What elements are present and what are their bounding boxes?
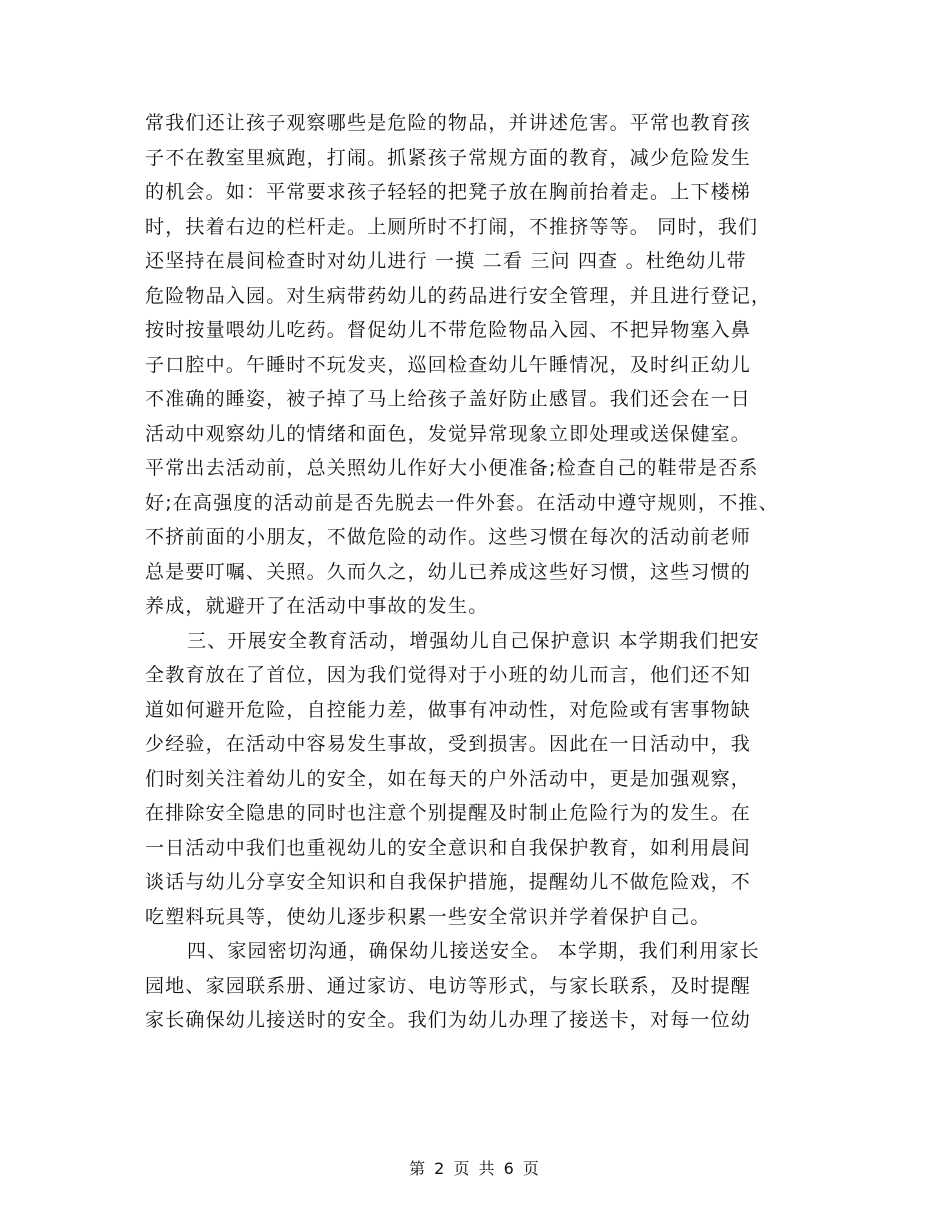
section-heading-line: 四、家园密切沟通，确保幼儿接送安全。 本学期，我们利用家长 [187,940,760,962]
text-line: 按时按量喂幼儿吃药。督促幼儿不带危险物品入园、不把异物塞入鼻 [145,319,752,341]
section-heading-line: 三、开展安全教育活动，增强幼儿自己保护意识 本学期我们把安 [187,629,760,652]
text-line: 谈话与幼儿分享安全知识和自我保护措施，提醒幼儿不做危险戏，不 [145,871,752,893]
text-line: 道如何避开危险，自控能力差，做事有冲动性，对危险或有害事物缺 [145,698,752,721]
text-line: 好;在高强度的活动前是否先脱去一件外套。在活动中遵守规则，不推、 [145,491,779,514]
text-line: 还坚持在晨间检查时对幼儿进行 一摸 二看 三问 四查 。杜绝幼儿带 [145,250,747,272]
text-line: 家长确保幼儿接送时的安全。我们为幼儿办理了接送卡，对每一位幼 [145,1009,752,1031]
text-line: 少经验，在活动中容易发生事故，受到损害。因此在一日活动中，我 [145,733,752,755]
text-line: 子不在教室里疯跑，打闹。抓紧孩子常规方面的教育，减少危险发生 [145,146,752,169]
text-line: 平常出去活动前，总关照幼儿作好大小便准备;检查自己的鞋带是否系 [145,457,759,479]
text-line: 常我们还让孩子观察哪些是危险的物品，并讲述危害。平常也教育孩 [145,112,752,134]
text-line: 一日活动中我们也重视幼儿的安全意识和自我保护教育，如利用晨间 [145,836,752,859]
text-line: 全教育放在了首位，因为我们觉得对于小班的幼儿而言，他们还不知 [145,664,752,686]
text-line: 养成，就避开了在活动中事故的发生。 [145,595,489,617]
page-footer: 第 2 页 共 6 页 [409,1159,541,1178]
text-line: 活动中观察幼儿的情绪和面色，发觉异常现象立即处理或送保健室。 [145,422,752,445]
text-line: 在排除安全隐患的同时也注意个别提醒及时制止危险行为的发生。在 [145,802,752,824]
text-line: 不挤前面的小朋友，不做危险的动作。这些习惯在每次的活动前老师 [145,526,752,548]
text-line: 时，扶着右边的栏杆走。上厕所时不打闹，不推挤等等。 同时，我们 [145,215,759,238]
text-line: 的机会。如：平常要求孩子轻轻的把凳子放在胸前抬着走。上下楼梯 [145,181,752,203]
text-line: 吃塑料玩具等，使幼儿逐步积累一些安全常识并学着保护自己。 [145,905,711,928]
text-line: 不准确的睡姿，被子掉了马上给孩子盖好防止感冒。我们还会在一日 [145,388,752,410]
text-line: 危险物品入园。对生病带药幼儿的药品进行安全管理，并且进行登记， [145,284,772,307]
body-text [145,106,825,1038]
text-line: 们时刻关注着幼儿的安全，如在每天的户外活动中，更是加强观察， [145,767,752,790]
text-line: 子口腔中。午睡时不玩发夹，巡回检查幼儿午睡情况，及时纠正幼儿 [145,353,752,376]
text-line: 总是要叮嘱、关照。久而久之，幼儿已养成这些好习惯，这些习惯的 [145,560,752,583]
text-line: 园地、家园联系册、通过家访、电访等形式，与家长联系，及时提醒 [145,974,752,997]
